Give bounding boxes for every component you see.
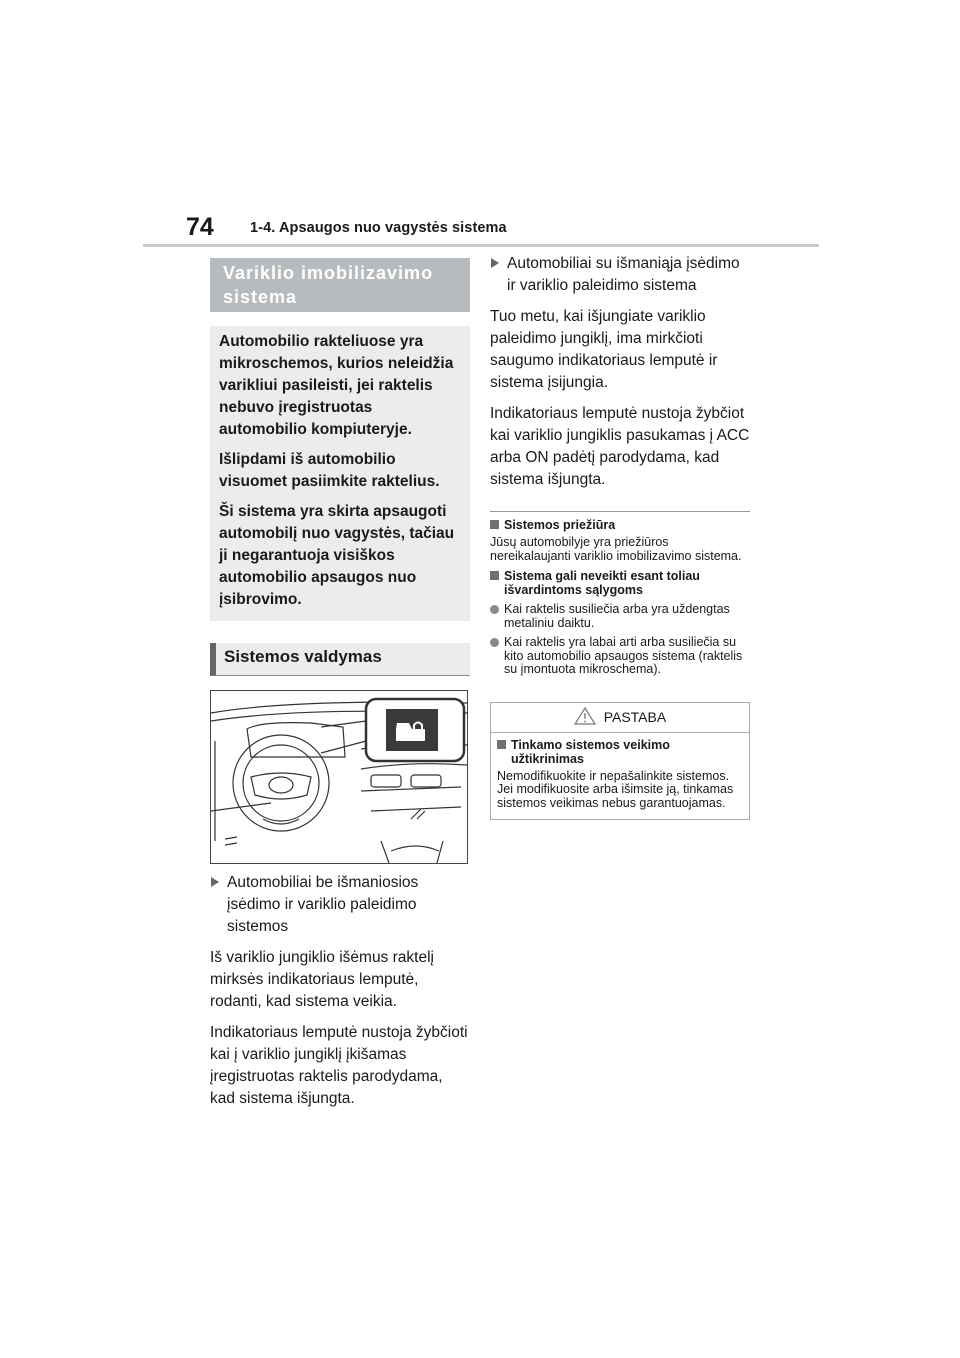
section-title-line2: sistema: [223, 287, 298, 307]
bullet-text: Automobiliai be išmaniosios įsėdimo ir variklio paleidimo sistemos: [227, 874, 419, 935]
running-header: 1-4. Apsaugos nuo vagystės sistema: [250, 220, 507, 236]
square-bullet-icon: [490, 520, 499, 529]
circle-bullet-icon: [490, 605, 499, 614]
notice-label: PASTABA: [603, 708, 667, 725]
notice-box: [490, 702, 750, 821]
bullet-text: Automobiliai su išmaniąja įsėdimo ir variklio paleidimo sistema: [507, 255, 740, 294]
condition-item-1: [490, 603, 750, 630]
note-conditions-heading: [490, 569, 750, 597]
notice-header: [491, 703, 749, 733]
left-column: [210, 258, 470, 1110]
note-heading-text: Sistemos priežiūra: [504, 518, 616, 532]
paragraph-4: Indikatoriaus lemputė nustoja žybčiot kai variklio jungiklis pasukamas į ACC arba ON padėtį parodydama, kad sistema išjungta.: [490, 405, 750, 488]
warning-triangle-icon: [574, 707, 596, 725]
paragraph-3: Tuo metu, kai išjungiate variklio paleidimo jungiklį, ima mirkčioti saugumo indikatoriaus lemputė ir sistema įsijungia.: [490, 308, 718, 391]
notice-body: [491, 733, 749, 820]
subheading-system-operation: Sistemos valdymas: [210, 643, 470, 676]
bullet-with-smart-entry: [490, 253, 750, 297]
notes-divider: [490, 511, 750, 512]
intro-box: [210, 326, 470, 621]
triangle-bullet-icon: [211, 877, 219, 887]
condition-text: Kai raktelis susiliečia arba yra uždengtas metaliniu daiktu.: [504, 602, 730, 630]
intro-paragraph-3: Ši sistema yra skirta apsaugoti automobilį nuo vagystės, tačiau ji negarantuoja visiškos automobilio apsaugos nuo įsibrovimo.: [219, 503, 455, 608]
condition-item-2: [490, 636, 750, 677]
right-column: [490, 253, 750, 820]
page-number: 74: [186, 213, 214, 241]
note-maintenance-heading: [490, 518, 750, 532]
circle-bullet-icon: [490, 638, 499, 647]
note-maintenance-text: Jūsų automobilyje yra priežiūros nereikalaujanti variklio imobilizavimo sistema.: [490, 535, 742, 563]
square-bullet-icon: [497, 740, 506, 749]
notice-text: Nemodifikuokite ir nepašalinkite sistemos. Jei modifikuosite arba išimsite ją, tinkamas sistemos veikimas nebus garantuojamas.: [497, 768, 734, 810]
section-title: [210, 258, 470, 312]
square-bullet-icon: [490, 571, 499, 580]
bullet-without-smart-entry: [210, 872, 470, 938]
triangle-bullet-icon: [491, 258, 499, 268]
note-heading-text: Sistema gali neveikti esant toliau išvardintoms sąlygoms: [504, 569, 700, 597]
intro-paragraph-2: Išlipdami iš automobilio visuomet pasiimkite raktelius.: [219, 451, 440, 490]
dashboard-drawing: [211, 691, 467, 863]
header-rule: [143, 244, 819, 247]
paragraph-2: Indikatoriaus lemputė nustoja žybčioti kai į variklio jungiklį įkišamas įregistruotas raktelis parodydama, kad sistema išjungta.: [210, 1024, 468, 1107]
condition-text: Kai raktelis yra labai arti arba susiliečia su kito automobilio apsaugos sistema (raktelis su įmontuota mikroschema).: [504, 635, 743, 676]
notice-heading: [497, 738, 743, 766]
paragraph-1: Iš variklio jungiklio išėmus raktelį mirksės indikatoriaus lemputė, rodanti, kad sistema veikia.: [210, 949, 434, 1010]
dashboard-illustration: [210, 690, 468, 864]
notice-heading-text: Tinkamo sistemos veikimo užtikrinimas: [511, 737, 670, 766]
intro-paragraph-1: Automobilio rakteliuose yra mikroschemos, kurios neleidžia varikliui pasileisti, jei raktelis nebuvo įregistruotas automobilio kompiuteryje.: [219, 333, 454, 438]
section-title-line1: Variklio imobilizavimo: [223, 263, 434, 283]
